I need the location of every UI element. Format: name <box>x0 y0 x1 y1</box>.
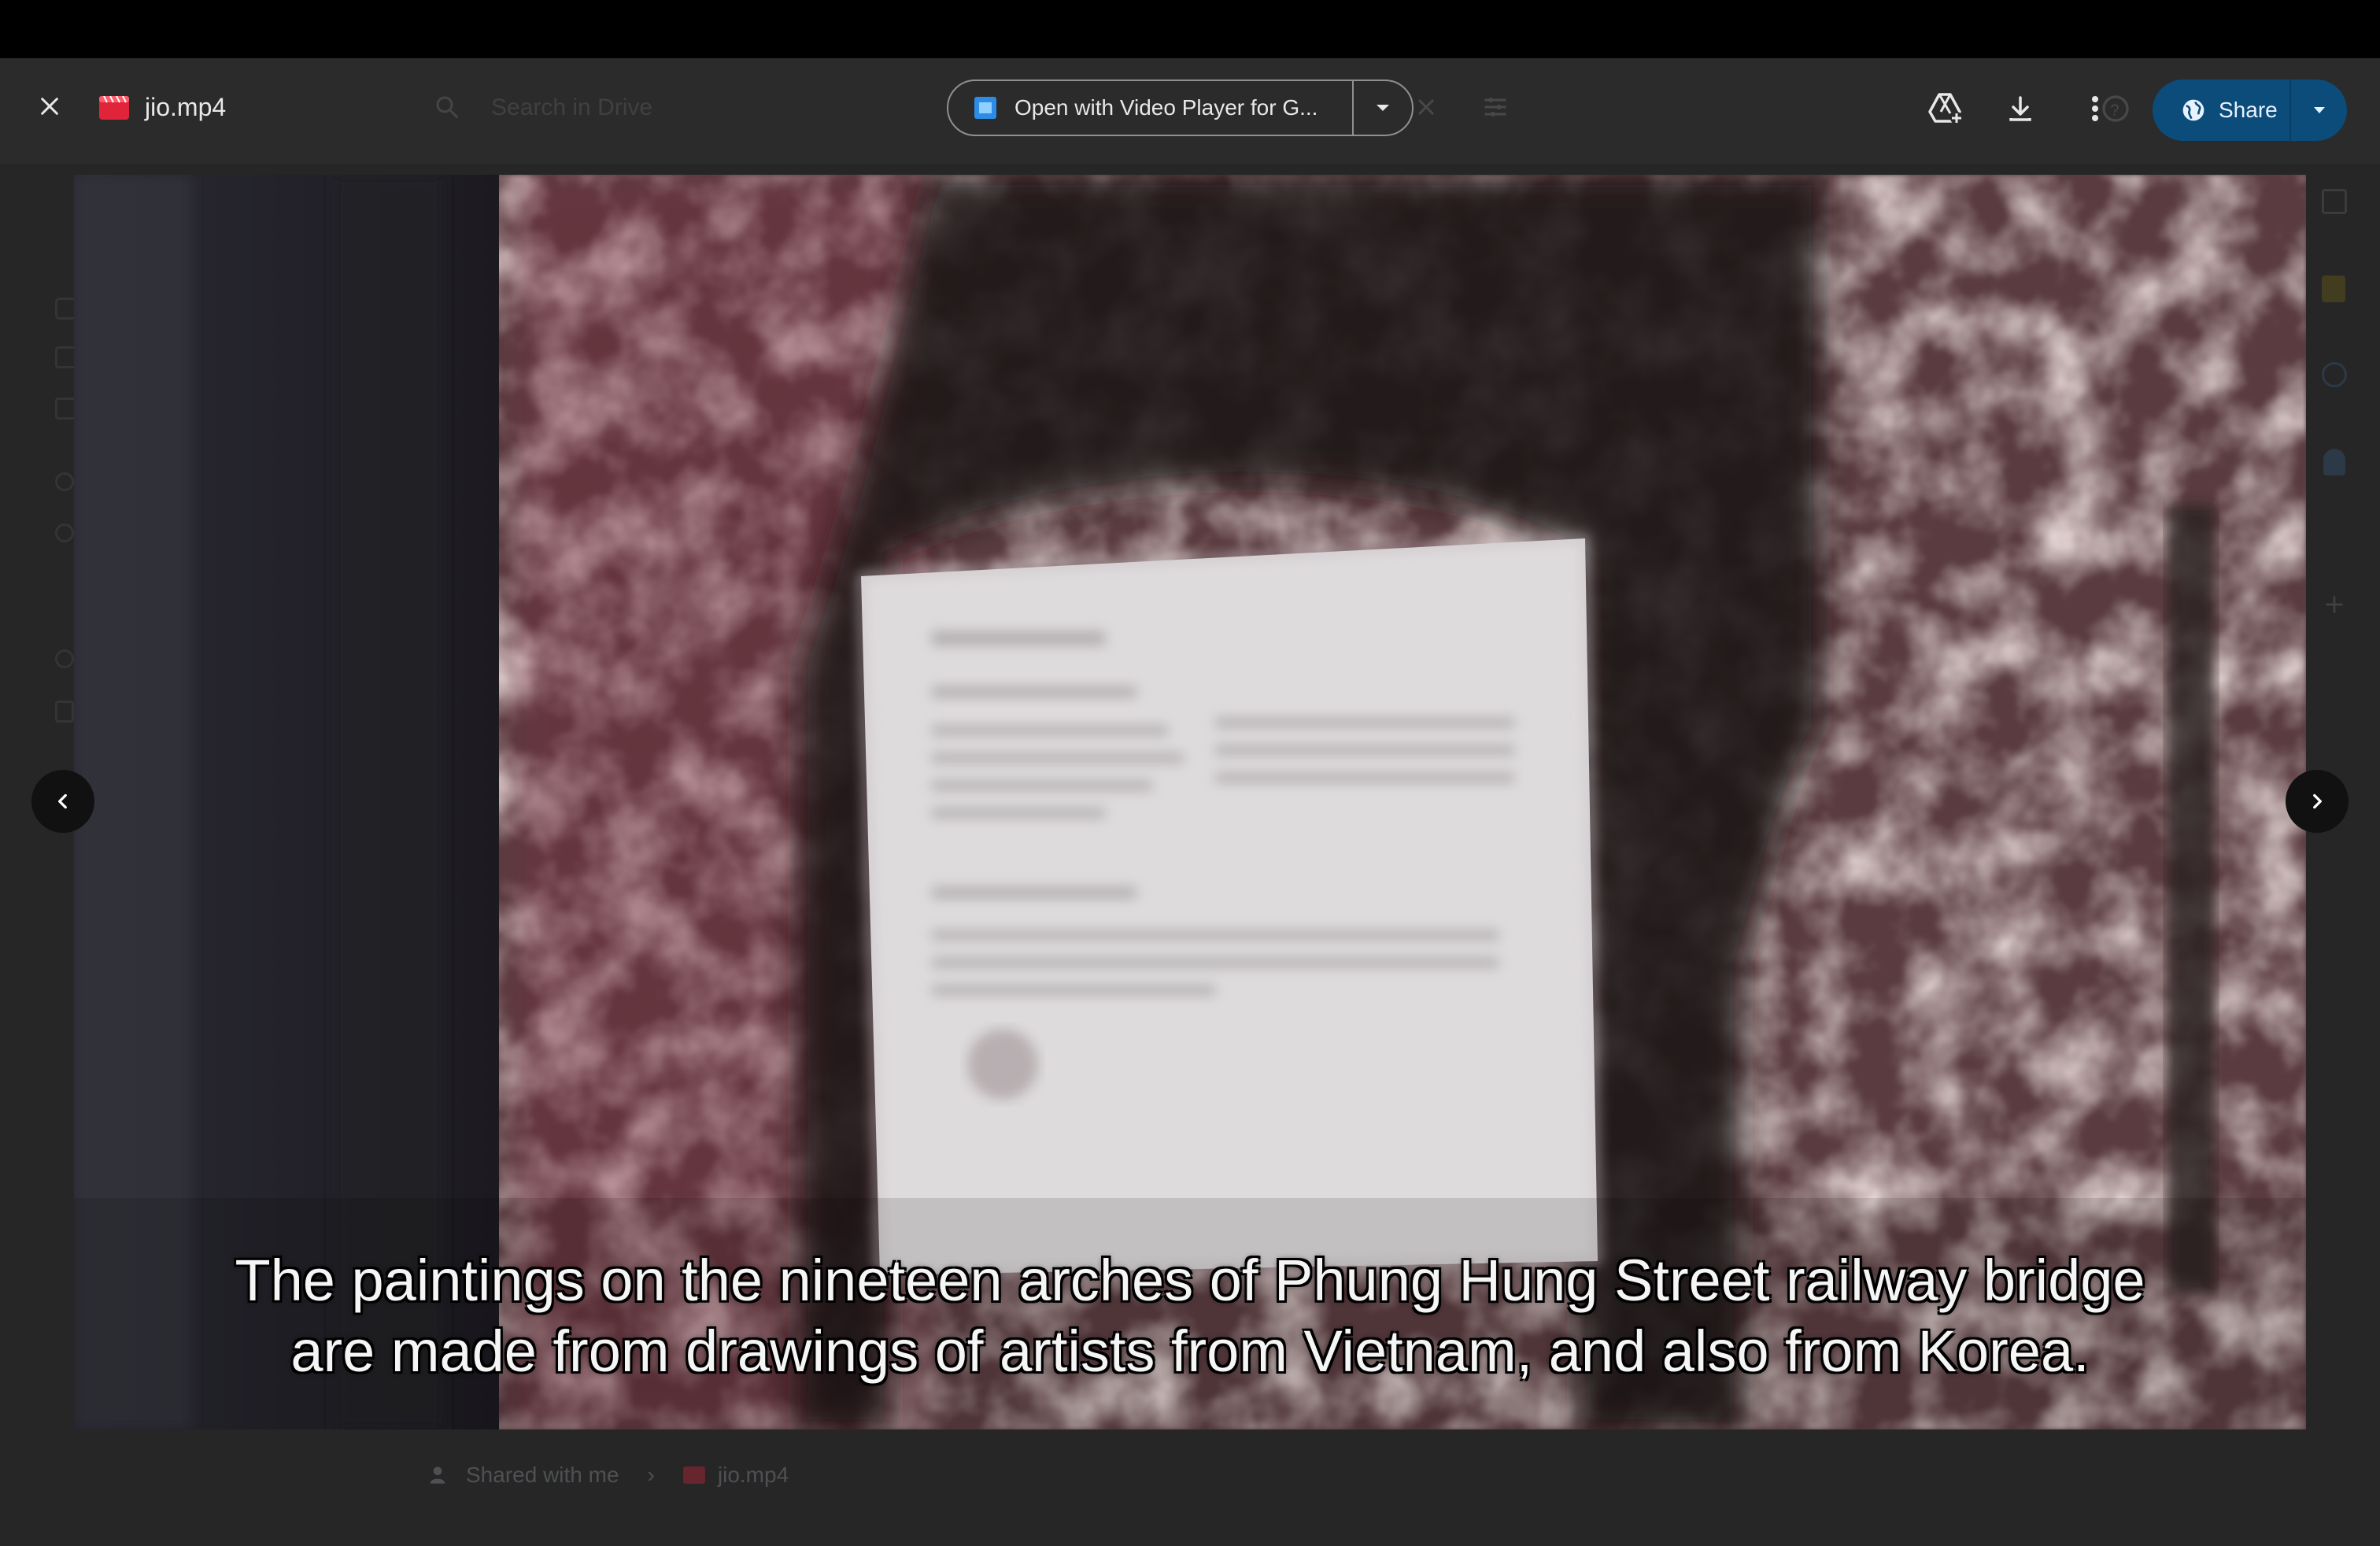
video-file-icon <box>683 1466 705 1484</box>
top-black-bar <box>0 0 2380 58</box>
subtitle-line-2: are made from drawings of artists from Vietnam, and also from Korea. <box>290 1319 2090 1384</box>
share-label: Share <box>2219 98 2278 122</box>
filter-icon <box>1480 93 1511 121</box>
open-with-button[interactable] <box>947 80 1414 136</box>
previous-file-button[interactable] <box>31 770 94 833</box>
tasks-rail-icon <box>2322 362 2347 387</box>
chevron-right-icon: › <box>647 1463 655 1487</box>
download-icon <box>2005 93 2036 124</box>
share-main[interactable] <box>2153 80 2291 141</box>
close-button[interactable] <box>31 88 68 124</box>
caret-down-icon <box>2312 105 2327 115</box>
chevron-left-icon <box>53 791 73 812</box>
sidebar-spam-icon <box>55 649 74 668</box>
subtitle-line-1: The paintings on the nineteen arches of Phung Hung Street railway bridge <box>235 1248 2145 1313</box>
open-with-label: Open with Video Player for G... <box>1014 95 1318 120</box>
search-icon <box>433 93 461 121</box>
open-with-main[interactable] <box>948 81 1354 135</box>
sidebar-shared-icon <box>55 472 74 491</box>
caret-down-icon <box>1374 102 1391 113</box>
video-file-icon <box>99 96 129 120</box>
shared-drive-icon <box>428 1464 453 1486</box>
breadcrumb-location[interactable]: Shared with me <box>466 1463 619 1487</box>
video-subtitles <box>74 1245 2306 1387</box>
svg-text:?: ? <box>2110 102 2119 120</box>
add-to-drive-icon <box>1927 91 1964 126</box>
share-dropdown[interactable] <box>2291 105 2347 115</box>
sidebar-storage-icon <box>55 701 74 723</box>
download-button[interactable] <box>2001 88 2040 129</box>
breadcrumb-file[interactable]: jio.mp4 <box>717 1463 789 1487</box>
sidebar-recent-icon <box>55 523 74 542</box>
share-button[interactable] <box>2153 80 2347 141</box>
keep-rail-icon <box>2322 276 2345 302</box>
more-vert-icon <box>2090 93 2100 124</box>
breadcrumb <box>428 1463 789 1488</box>
next-file-button[interactable] <box>2286 770 2349 833</box>
contacts-rail-icon <box>2323 449 2345 475</box>
help-icon <box>2100 93 2131 124</box>
video-player-app-icon <box>974 96 997 120</box>
close-icon <box>37 94 62 119</box>
calendar-rail-icon <box>2322 189 2347 214</box>
video-frame <box>74 175 2306 1429</box>
chevron-right-icon <box>2307 791 2327 812</box>
clear-search-icon <box>1412 93 1440 121</box>
video-player[interactable] <box>74 175 2306 1429</box>
file-name: jio.mp4 <box>145 93 227 121</box>
add-rail-icon <box>2322 592 2347 617</box>
open-with-dropdown[interactable] <box>1354 81 1412 135</box>
add-to-drive-button[interactable] <box>1924 88 1968 129</box>
globe-icon <box>2181 98 2206 123</box>
search-input[interactable]: Search in Drive <box>491 94 653 120</box>
